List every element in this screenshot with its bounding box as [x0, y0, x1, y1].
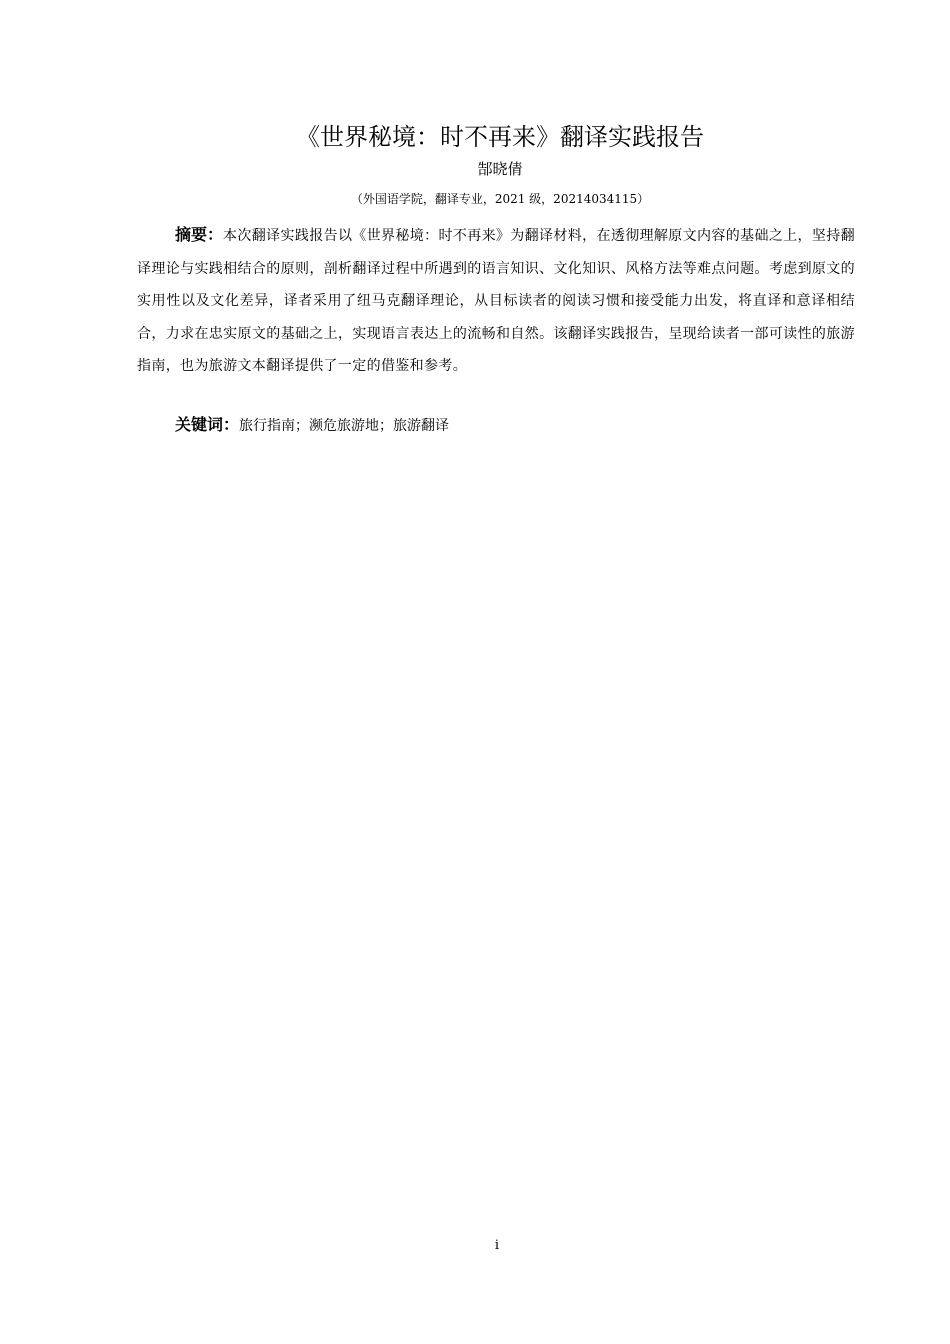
- document-title: 《世界秘境：时不再来》翻译实践报告: [296, 123, 704, 151]
- abstract-text: 本次翻译实践报告以《世界秘境：时不再来》为翻译材料，在透彻理解原文内容的基础之上，坚持翻译理论与实践相结合的原则，剖析翻译过程中所遇到的语言知识、文化知识、风格方法等难点问题。考虑到原文的实用性以及文化差异，译者采用了纽马克翻译理论，从目标读者的阅读习惯和接受能力出发，将直译和意译相结合，力求在忠实原文的基础之上，实现语言表达上的流畅和自然。该翻译实践报告，呈现给读者一部可读性的旅游指南，也为旅游文本翻译提供了一定的借鉴和参考。: [137, 228, 855, 374]
- abstract-paragraph: [137, 219, 855, 383]
- author-affiliation: （外国语学院，翻译专业，2021 级，20214034115）: [350, 192, 650, 206]
- keywords-label: 关键词：: [175, 415, 240, 434]
- abstract-label: 摘要：: [175, 225, 224, 244]
- keywords-text: 旅行指南；濒危旅游地；旅游翻译: [239, 418, 450, 434]
- author-name: 郜晓倩: [477, 160, 523, 178]
- page-number: i: [494, 1238, 500, 1253]
- keywords-paragraph: [175, 410, 449, 441]
